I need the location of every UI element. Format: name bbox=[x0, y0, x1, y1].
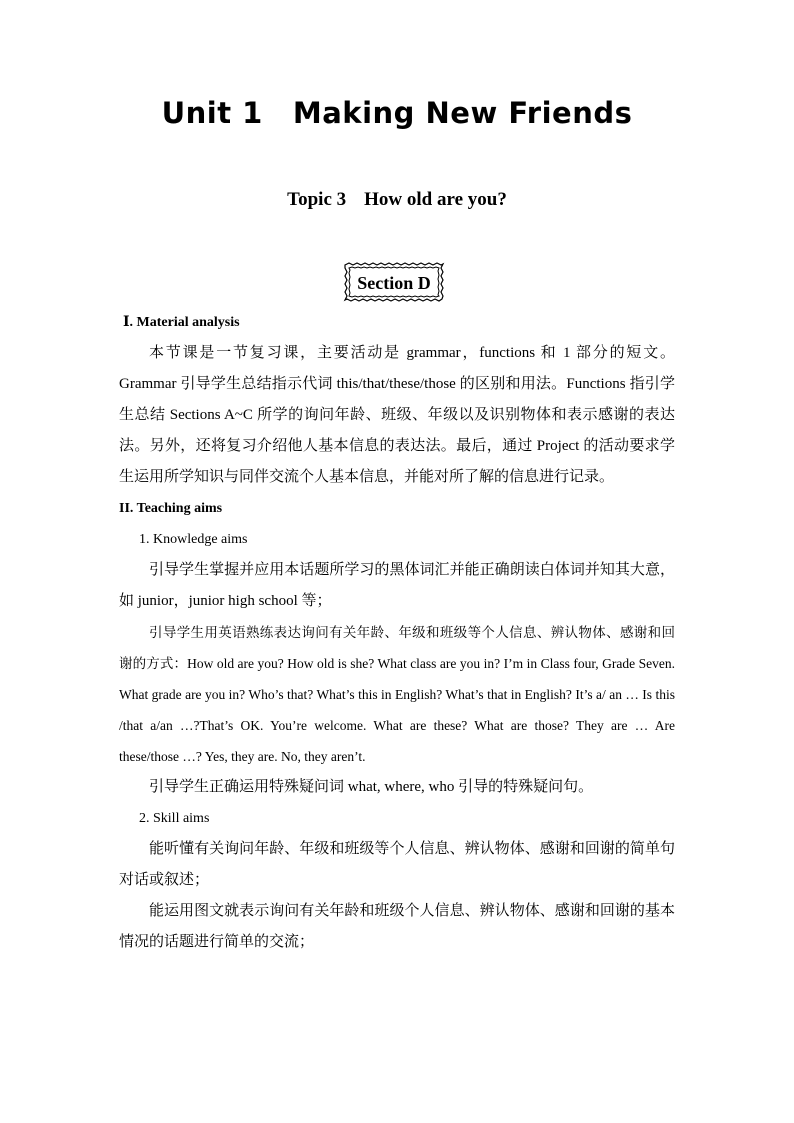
knowledge-aims-paragraph-2: 引导学生用英语熟练表达询问有关年龄、年级和班级等个人信息、辨认物体、感谢和回谢的方式：How old are you? How old is she? What class are you in? I’m in Class four, Grade Seven. What grade are you in? Who’s that? What’s this in English? What’s that in English? It’s a/ an … Is this /that a/an …?That’s OK. You’re welcome. What are these? What are those? They are … Are these/those …? Yes, they are. No, they aren’t. bbox=[119, 625, 675, 764]
topic-question: How old are you? bbox=[364, 189, 507, 210]
skill-aims-label: 2. Skill aims bbox=[139, 811, 210, 826]
skill-aims-paragraph-1: 能听懂有关询问年龄、年级和班级等个人信息、辨认物体、感谢和回谢的简单句对话或叙述； bbox=[119, 841, 675, 888]
unit-title bbox=[0, 96, 794, 130]
section-label-box bbox=[343, 262, 445, 302]
topic-number: Topic 3 bbox=[287, 189, 347, 210]
skill-aims-paragraph-2: 能运用图文就表示询问有关年龄和班级个人信息、辨认物体、感谢和回谢的基本情况的话题进行简单的交流； bbox=[119, 903, 675, 950]
document-body bbox=[119, 307, 675, 958]
topic-title bbox=[0, 189, 794, 211]
teaching-aims-heading: II. Teaching aims bbox=[119, 501, 223, 516]
material-analysis-heading: Ⅰ. Material analysis bbox=[123, 315, 240, 330]
unit-name: Making New Friends bbox=[292, 96, 633, 130]
knowledge-aims-paragraph-1: 引导学生掌握并应用本话题所学习的黑体词汇并能正确朗读白体词并知其大意，如 junior，junior high school 等； bbox=[119, 562, 675, 609]
knowledge-aims-label: 1. Knowledge aims bbox=[139, 532, 248, 547]
knowledge-aims-paragraph-3: 引导学生正确运用特殊疑问词 what, where, who 引导的特殊疑问句。 bbox=[149, 779, 594, 795]
unit-number: Unit 1 bbox=[161, 96, 263, 130]
section-label: Section D bbox=[357, 273, 431, 293]
material-analysis-paragraph: 本节课是一节复习课，主要活动是 grammar，functions 和 1 部分的短文。Grammar 引导学生总结指示代词 this/that/these/those 的区别和用法。Functions 指引学生总结 Sections A~C 所学的询问年龄、班级、年级以及识别物体和表示感谢的表达法。另外，还将复习介绍他人基本信息的表达法。最后，通过 Project 的活动要求学生运用所学知识与同伴交流个人基本信息，并能对所了解的信息进行记录。 bbox=[119, 345, 675, 485]
